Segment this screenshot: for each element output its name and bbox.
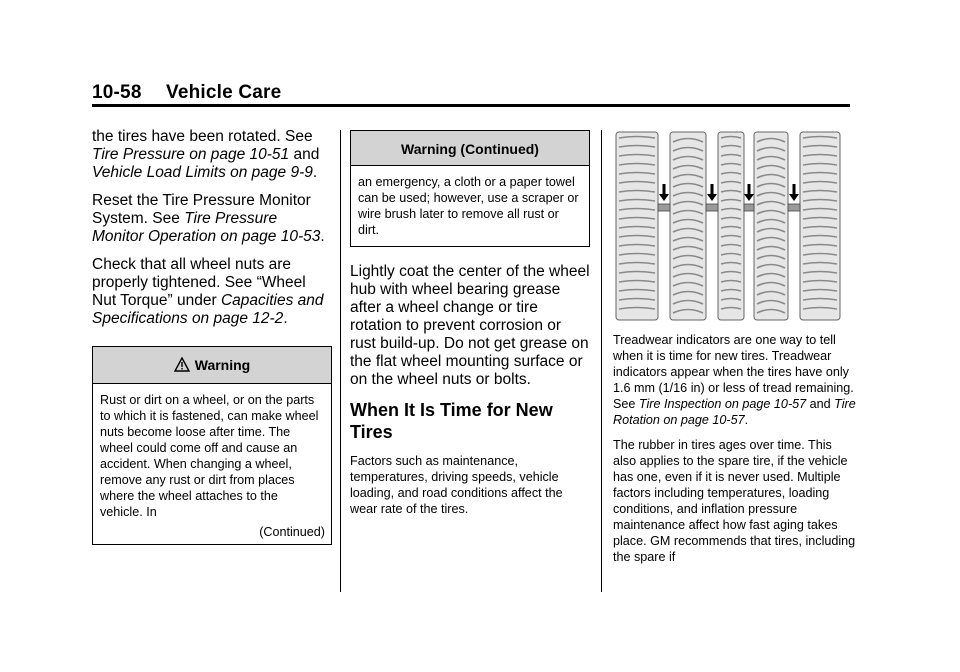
warning-box — [92, 346, 332, 545]
column-1 — [92, 128, 332, 545]
cross-reference: Tire Rotation on page 10-57 — [613, 397, 856, 427]
arrow-icon — [711, 184, 714, 195]
paragraph: Factors such as maintenance, temperatures, driving speeds, vehicle loading, and road conditions affect the wear rate of the tires. — [350, 454, 563, 516]
wear-indicator-bar — [706, 204, 718, 211]
column-divider — [340, 130, 341, 592]
text: and — [806, 397, 835, 411]
wear-indicator-bar — [788, 204, 800, 211]
page-header — [92, 82, 281, 104]
paragraph: Lightly coat the center of the wheel hub with wheel bearing grease after a wheel change or tire rotation to prevent corrosion or rust build-up. Do not get grease on the flat wheel mounting surface or on the wheel nuts or bolts. — [350, 263, 590, 388]
cross-reference: Capacities and Specifications on page 12-2 — [92, 292, 324, 327]
text: . — [283, 310, 288, 327]
arrow-icon — [663, 184, 666, 195]
column-3 — [613, 332, 858, 574]
warning-header — [93, 347, 331, 384]
arrow-icon — [793, 184, 796, 195]
cross-reference: Tire Pressure on page 10-51 — [92, 146, 290, 163]
treadwear-indicator-illustration — [614, 130, 858, 322]
text: Check that all wheel nuts are properly tightened. See “Wheel Nut Torque” under — [92, 256, 306, 309]
warning-body: an emergency, a cloth or a paper towel can be used; however, use a scraper or wire brush later to remove all rust or dirt. — [358, 175, 579, 237]
arrow-icon — [748, 184, 751, 195]
text: the tires have been rotated. See — [92, 128, 313, 145]
warning-title: Warning — [194, 357, 251, 373]
text: . — [744, 413, 749, 427]
column-2 — [350, 130, 590, 526]
warning-box-continued — [350, 130, 590, 247]
section-heading: When It Is Time for New Tires — [350, 400, 553, 442]
wear-indicator-bar — [658, 204, 670, 211]
paragraph — [613, 332, 858, 428]
cross-reference: Tire Pressure Monitor Operation on page 10-53 — [92, 210, 321, 245]
text: Reset the Tire Pressure Monitor System. See — [92, 192, 311, 227]
tread-illustration-svg — [614, 130, 858, 322]
page-number: 10-58 — [92, 82, 142, 103]
text: Treadwear indicators are one way to tell when it is time for new tires. Treadwear indicators appear when the tires have only 1.6 mm (1/16 in) or less of tread remaining. See — [613, 333, 854, 411]
text: . — [312, 164, 318, 181]
warning-header: Warning (Continued) — [351, 131, 589, 166]
wear-indicator-bar — [744, 204, 754, 211]
paragraph — [92, 192, 332, 246]
continued-label: (Continued) — [259, 525, 325, 539]
warning-triangle-icon — [174, 357, 190, 375]
text: . — [320, 228, 325, 245]
paragraph — [92, 128, 332, 182]
cross-reference: Vehicle Load Limits on page 9-9 — [92, 164, 313, 181]
paragraph: The rubber in tires ages over time. This also applies to the spare tire, if the vehicle has one, even if it is never used. Multiple factors including temperatures, loading conditions, and inflation pressure maintenance affect how fast aging takes place. GM recommends that tires, including the spare if — [613, 438, 856, 564]
text: and — [289, 146, 320, 163]
cross-reference: Tire Inspection on page 10-57 — [638, 397, 807, 411]
section-title: Vehicle Care — [166, 82, 282, 103]
header-rule — [92, 104, 850, 107]
warning-body: Rust or dirt on a wheel, or on the parts to which it is fastened, can make wheel nuts become loose after time. The wheel could come off and cause an accident. When changing a wheel, remove any rust or dirt from places where the wheel attaches to the vehicle. In — [100, 393, 319, 519]
paragraph — [92, 256, 332, 328]
column-divider — [601, 130, 602, 592]
